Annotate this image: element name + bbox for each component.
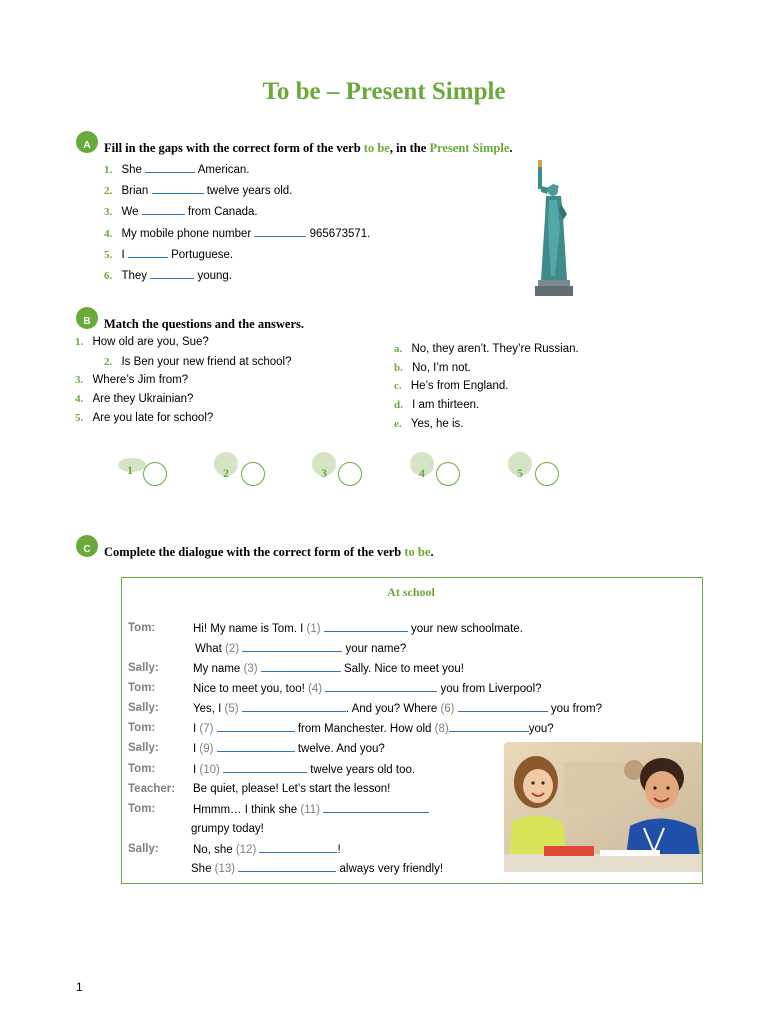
line-text: you? <box>528 723 554 735</box>
match-answer-circle[interactable] <box>535 462 559 486</box>
answer-blank[interactable] <box>254 227 306 237</box>
line-text: No, she <box>193 844 236 856</box>
answer-blank[interactable] <box>324 622 408 632</box>
answer-blank[interactable] <box>142 205 185 215</box>
line-text: grumpy today! <box>191 823 264 835</box>
instruction-verb: to be <box>404 545 431 559</box>
speaker-label: Teacher: <box>128 783 176 795</box>
item-text: American. <box>197 164 250 176</box>
line-text: What <box>195 643 226 655</box>
answer-letter: e. <box>394 418 402 430</box>
answer-blank[interactable] <box>325 682 437 692</box>
answer-blank[interactable] <box>150 269 194 279</box>
exercise-a-item <box>104 205 258 218</box>
gap-number: (13) <box>214 863 236 875</box>
statue-of-liberty-image <box>527 158 585 300</box>
answer-blank[interactable] <box>261 662 341 672</box>
speaker-label: Sally: <box>128 742 159 754</box>
matching-row <box>116 452 576 492</box>
line-text: Nice to meet you, too! <box>193 683 309 695</box>
line-text: I <box>193 743 200 755</box>
match-number: 4 <box>419 466 425 480</box>
answer-blank[interactable] <box>217 742 295 752</box>
gap-number: (12) <box>235 844 257 856</box>
line-text: Hmmm… I think she <box>193 804 301 816</box>
item-number: 5. <box>104 249 113 261</box>
answer-blank[interactable] <box>449 722 529 732</box>
item-text: young. <box>197 270 232 282</box>
answer-letter: c. <box>394 380 402 392</box>
section-b-badge: B <box>76 307 98 329</box>
gap-number: (6) <box>440 703 455 715</box>
answer-blank[interactable] <box>152 184 204 194</box>
line-text: from Manchester. How old <box>294 723 435 735</box>
speaker-label: Tom: <box>128 803 156 815</box>
item-text: Portuguese. <box>171 249 234 261</box>
answer-letter: a. <box>394 343 403 355</box>
line-text: She <box>191 863 215 875</box>
gap-number: (4) <box>308 683 323 695</box>
item-number: 6. <box>104 270 113 282</box>
item-text: We <box>121 206 139 218</box>
line-text: you from? <box>547 703 603 715</box>
match-number: 3 <box>321 466 327 480</box>
item-number: 3. <box>104 206 113 218</box>
speaker-label: Tom: <box>128 763 156 775</box>
answer-text: No, they aren’t. They’re Russian. <box>411 343 579 355</box>
item-text: twelve years old. <box>206 185 293 197</box>
item-text: They <box>121 270 148 282</box>
item-text: Brian <box>121 185 149 197</box>
question-number: 4. <box>75 393 84 405</box>
dialogue-title: At school <box>387 585 435 599</box>
exercise-a-item <box>104 163 249 176</box>
item-number: 4. <box>104 228 113 240</box>
answer-item <box>394 343 579 355</box>
item-number: 1. <box>104 164 113 176</box>
gap-number: (2) <box>225 643 240 655</box>
question-item <box>75 336 209 348</box>
answer-blank[interactable] <box>242 702 346 712</box>
answer-blank[interactable] <box>458 702 548 712</box>
gap-number: (11) <box>300 804 320 816</box>
gap-number: (7) <box>199 723 214 735</box>
instruction-tense: Present Simple <box>429 141 510 155</box>
answer-text: Yes, he is. <box>410 418 464 430</box>
answer-blank[interactable] <box>238 862 336 872</box>
line-text: twelve. And you? <box>294 743 385 755</box>
question-number: 5. <box>75 412 84 424</box>
exercise-a-item <box>104 248 233 261</box>
question-item <box>75 393 193 405</box>
gap-number: (5) <box>224 703 239 715</box>
answer-item <box>394 380 508 392</box>
gap-number: (1) <box>306 623 321 635</box>
question-text: Is Ben your new friend at school? <box>121 356 292 368</box>
speaker-label: Sally: <box>128 843 159 855</box>
answer-letter: b. <box>394 362 403 374</box>
line-text: Sally. Nice to meet you! <box>340 663 464 675</box>
gap-number: (8) <box>434 723 449 735</box>
instruction-text: . <box>509 141 513 155</box>
speaker-label: Sally: <box>128 662 159 674</box>
speaker-label: Tom: <box>128 622 156 634</box>
answer-blank[interactable] <box>259 843 337 853</box>
match-number: 5 <box>517 466 523 480</box>
match-number: 2 <box>223 466 229 480</box>
gap-number: (3) <box>243 663 258 675</box>
match-number: 1 <box>127 463 133 477</box>
section-c-badge: C <box>76 535 98 557</box>
speaker-label: Sally: <box>128 702 159 714</box>
gap-number: (10) <box>199 764 220 776</box>
section-a-instruction <box>104 141 513 156</box>
instruction-text: Fill in the gaps with the correct form of the verb <box>104 141 364 155</box>
question-number: 2. <box>104 356 113 368</box>
page-title: To be – Present Simple <box>262 78 506 105</box>
line-text: My name <box>193 663 244 675</box>
item-text: from Canada. <box>187 206 258 218</box>
line-text: twelve years old too. <box>307 764 416 776</box>
instruction-verb: to be <box>363 141 390 155</box>
answer-text: I am thirteen. <box>412 399 480 411</box>
item-text: My mobile phone number <box>121 228 252 240</box>
question-item <box>75 412 213 424</box>
item-text: I <box>121 249 125 261</box>
answer-blank[interactable] <box>217 722 295 732</box>
match-answer-circle[interactable] <box>338 462 362 486</box>
question-item <box>75 374 188 386</box>
answer-blank[interactable] <box>145 163 195 173</box>
instruction-text: Complete the dialogue with the correct form of the verb <box>104 545 405 559</box>
speaker-label: Tom: <box>128 682 156 694</box>
line-text: your name? <box>342 643 407 655</box>
question-text: How old are you, Sue? <box>92 336 209 348</box>
answer-blank[interactable] <box>323 803 429 813</box>
line-text: always very friendly! <box>336 863 444 875</box>
answer-item <box>394 399 479 411</box>
answer-item <box>394 362 471 374</box>
answer-blank[interactable] <box>128 248 168 258</box>
question-number: 1. <box>75 336 84 348</box>
line-text: I <box>193 764 200 776</box>
instruction-text: , in the <box>389 141 430 155</box>
match-answer-circle[interactable] <box>143 462 167 486</box>
question-item <box>104 356 292 368</box>
match-answer-circle[interactable] <box>436 462 460 486</box>
answer-letter: d. <box>394 399 403 411</box>
line-text: . And you? Where <box>345 703 441 715</box>
question-text: Are they Ukrainian? <box>92 393 194 405</box>
exercise-a-item <box>104 269 232 282</box>
item-text: 965673571. <box>309 228 371 240</box>
answer-item <box>394 418 463 430</box>
exercise-a-item <box>104 184 292 197</box>
question-number: 3. <box>75 374 84 386</box>
line-text: you from Liverpool? <box>437 683 542 695</box>
match-answer-circle[interactable] <box>241 462 265 486</box>
item-number: 2. <box>104 185 113 197</box>
line-text: Yes, I <box>193 703 225 715</box>
students-photo <box>504 742 702 872</box>
question-text: Where’s Jim from? <box>92 374 189 386</box>
line-text: ! <box>337 844 341 856</box>
line-text: your new schoolmate. <box>407 623 523 635</box>
answer-text: He’s from England. <box>410 380 509 392</box>
speaker-label: Tom: <box>128 722 156 734</box>
line-text: I <box>193 723 200 735</box>
section-a-badge: A <box>76 131 98 153</box>
gap-number: (9) <box>199 743 214 755</box>
section-b-instruction: Match the questions and the answers. <box>104 317 305 331</box>
line-text: Be quiet, please! Let’s start the lesson! <box>193 783 391 795</box>
answer-blank[interactable] <box>242 642 342 652</box>
item-text: She <box>121 164 142 176</box>
section-c-instruction <box>104 545 434 560</box>
question-text: Are you late for school? <box>92 412 214 424</box>
answer-text: No, I’m not. <box>412 362 471 374</box>
instruction-text: . <box>430 545 434 559</box>
exercise-a-item <box>104 227 370 240</box>
answer-blank[interactable] <box>223 763 307 773</box>
page-number: 1 <box>76 980 83 994</box>
line-text: Hi! My name is Tom. I <box>193 623 307 635</box>
